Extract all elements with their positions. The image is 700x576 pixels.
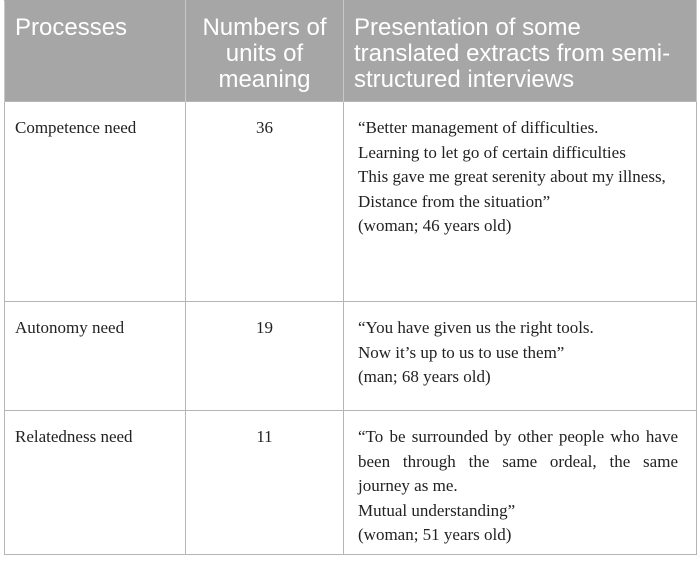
extract-attribution: (woman; 46 years old) — [358, 216, 512, 235]
extract-attribution: (woman; 51 years old) — [358, 525, 512, 544]
extract-line: “You have given us the right tools. — [358, 318, 594, 337]
extract-line: Learning to let go of certain difficulties — [358, 142, 626, 162]
extract-cell — [344, 102, 697, 302]
extract-line: Mutual understanding” — [358, 500, 516, 520]
extract-line: This gave me great serenity about my illness, — [358, 167, 666, 186]
table-header-row — [5, 1, 697, 102]
units-cell: 11 — [186, 411, 344, 555]
header-presentation: Presentation of some translated extracts from semi-structured interviews — [344, 1, 697, 102]
extract-line: Distance from the situation” — [358, 191, 551, 211]
results-table — [4, 0, 697, 555]
table-row-relatedness — [5, 411, 697, 555]
units-cell: 36 — [186, 102, 344, 302]
extract-cell — [344, 411, 697, 555]
table-row-competence — [5, 102, 697, 302]
extract-line: Now it’s up to us to use them” — [358, 342, 565, 362]
extract-cell — [344, 302, 697, 411]
units-cell: 19 — [186, 302, 344, 411]
extract-attribution: (man; 68 years old) — [358, 367, 491, 386]
extract-line: “To be surrounded by other people who have been through the same ordeal, the same journey as me. — [358, 427, 678, 495]
header-units-of-meaning: Numbers of units of meaning — [186, 1, 344, 102]
process-cell: Relatedness need — [5, 411, 186, 555]
table-row-autonomy — [5, 302, 697, 411]
process-cell: Competence need — [5, 102, 186, 302]
process-cell: Autonomy need — [5, 302, 186, 411]
extract-line: “Better management of difficulties. — [358, 118, 599, 137]
results-table-container — [4, 0, 696, 555]
header-processes: Processes — [5, 1, 186, 102]
